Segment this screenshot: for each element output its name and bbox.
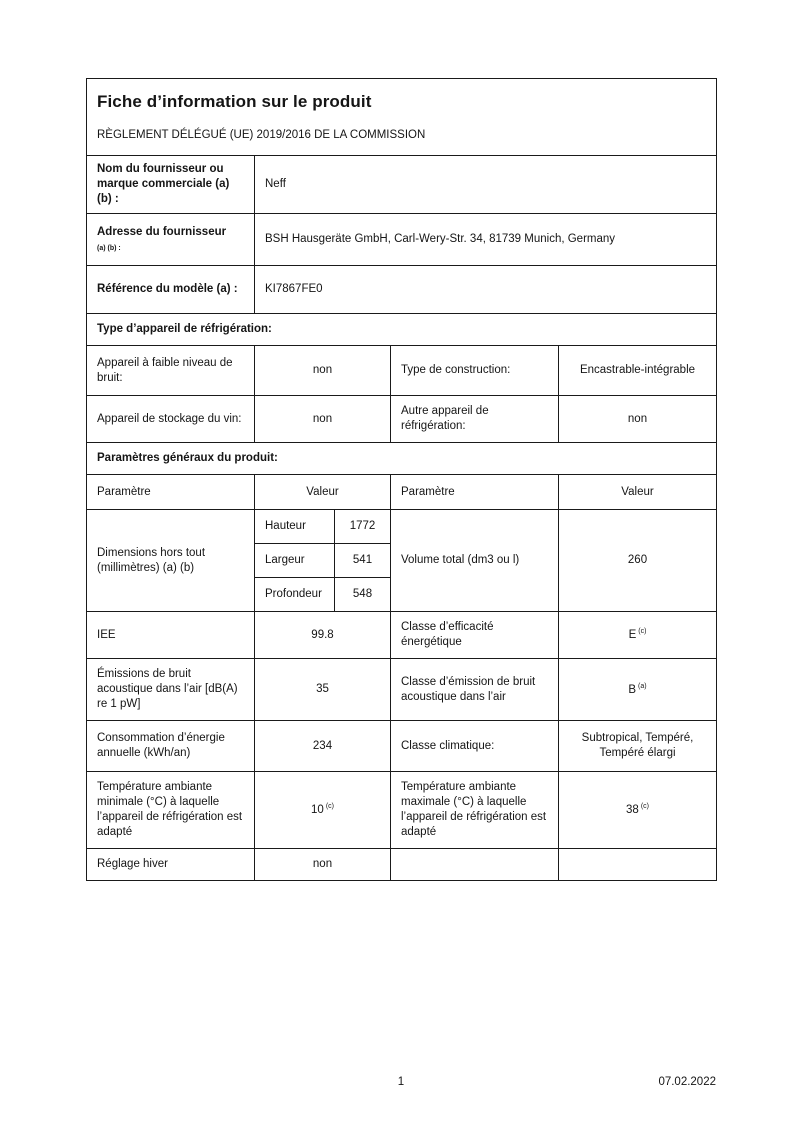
wine-storage-label: Appareil de stockage du vin: [87,396,255,443]
dimension-value-height: 1772 [335,510,391,544]
column-header-row [87,475,717,510]
supplier-address-row [87,214,717,266]
low-noise-label: Appareil à faible niveau de bruit: [87,346,255,396]
energy-class-value [559,612,717,659]
winter-setting-empty-cell-2 [559,849,717,881]
title-cell [87,79,717,156]
dimension-name-width: Largeur [255,544,335,578]
col-header-parameter-2: Paramètre [391,475,559,510]
min-temperature-value [255,772,391,849]
max-temperature-value-sup: (c) [640,803,649,811]
params-section-heading: Paramètres généraux du produit: [87,443,717,475]
volume-total-label: Volume total (dm3 ou l) [391,510,559,612]
type-section-heading-row [87,314,717,346]
winter-setting-row [87,849,717,881]
noise-row [87,659,717,721]
dimension-name-depth: Profondeur [255,578,335,612]
footer-date: 07.02.2022 [658,1076,716,1088]
supplier-name-value: Neff [255,156,717,214]
construction-type-label: Type de construction: [391,346,559,396]
type-section-heading: Type d’appareil de réfrigération: [87,314,717,346]
min-temperature-label: Température ambiante minimale (°C) à laquelle l’appareil de réfrigération est adapté [87,772,255,849]
supplier-address-label-text: Adresse du fournisseur [97,225,227,238]
dimensions-label: Dimensions hors tout (millimètres) (a) (b) [87,510,255,612]
supplier-address-value: BSH Hausgeräte GmbH, Carl-Wery-Str. 34, 81739 Munich, Germany [255,214,717,266]
title-row [87,79,717,156]
energy-class-value-text: E [628,628,637,641]
volume-total-value: 260 [559,510,717,612]
type-row-noise [87,346,717,396]
min-temperature-value-sup: (c) [325,803,334,811]
dimension-value-width: 541 [335,544,391,578]
product-info-table [86,78,717,881]
supplier-name-label: Nom du fournisseur ou marque commerciale (a) (b) : [87,156,255,214]
climate-class-value: Subtropical, Tempéré, Tempéré élargi [559,721,717,772]
col-header-parameter-1: Paramètre [87,475,255,510]
iee-label: IEE [87,612,255,659]
page-number: 1 [397,1076,405,1088]
model-reference-row [87,266,717,314]
winter-setting-label: Réglage hiver [87,849,255,881]
model-reference-value: KI7867FE0 [255,266,717,314]
iee-value: 99.8 [255,612,391,659]
energy-consumption-label: Consommation d’énergie annuelle (kWh/an) [87,721,255,772]
energy-consumption-row [87,721,717,772]
temperature-row [87,772,717,849]
climate-class-label: Classe climatique: [391,721,559,772]
max-temperature-label: Température ambiante maximale (°C) à laquelle l’appareil de réfrigération est adapté [391,772,559,849]
winter-setting-value: non [255,849,391,881]
construction-type-value: Encastrable-intégrable [559,346,717,396]
noise-class-label: Classe d’émission de bruit acoustique dans l’air [391,659,559,721]
noise-emission-value: 35 [255,659,391,721]
col-header-value-1: Valeur [255,475,391,510]
supplier-address-label-sup: (a) (b) : [97,244,121,252]
wine-storage-value: non [255,396,391,443]
col-header-value-2: Valeur [559,475,717,510]
other-appliance-label: Autre appareil de réfrigération: [391,396,559,443]
supplier-name-row [87,156,717,214]
noise-class-value-text: B [628,683,637,696]
type-row-wine [87,396,717,443]
dimensions-row-height [87,510,717,544]
max-temperature-value [559,772,717,849]
noise-class-value [559,659,717,721]
energy-consumption-value: 234 [255,721,391,772]
low-noise-value: non [255,346,391,396]
document-subtitle: RÈGLEMENT DÉLÉGUÉ (UE) 2019/2016 DE LA COMMISSION [97,128,426,141]
dimension-name-height: Hauteur [255,510,335,544]
params-section-heading-row [87,443,717,475]
supplier-address-label [87,214,255,266]
iee-row [87,612,717,659]
max-temperature-value-text: 38 [626,803,639,816]
noise-emission-label: Émissions de bruit acoustique dans l’air [dB(A) re 1 pW] [87,659,255,721]
product-fiche-sheet [86,78,717,881]
noise-class-value-sup: (a) [638,682,647,690]
winter-setting-empty-cell-1 [391,849,559,881]
energy-class-value-sup: (c) [638,628,647,636]
page-footer [86,1076,716,1094]
document-title: Fiche d’information sur le produit [97,92,372,112]
min-temperature-value-text: 10 [311,803,324,816]
dimension-value-depth: 548 [335,578,391,612]
model-reference-label: Référence du modèle (a) : [87,266,255,314]
energy-class-label: Classe d’efficacité énergétique [391,612,559,659]
other-appliance-value: non [559,396,717,443]
